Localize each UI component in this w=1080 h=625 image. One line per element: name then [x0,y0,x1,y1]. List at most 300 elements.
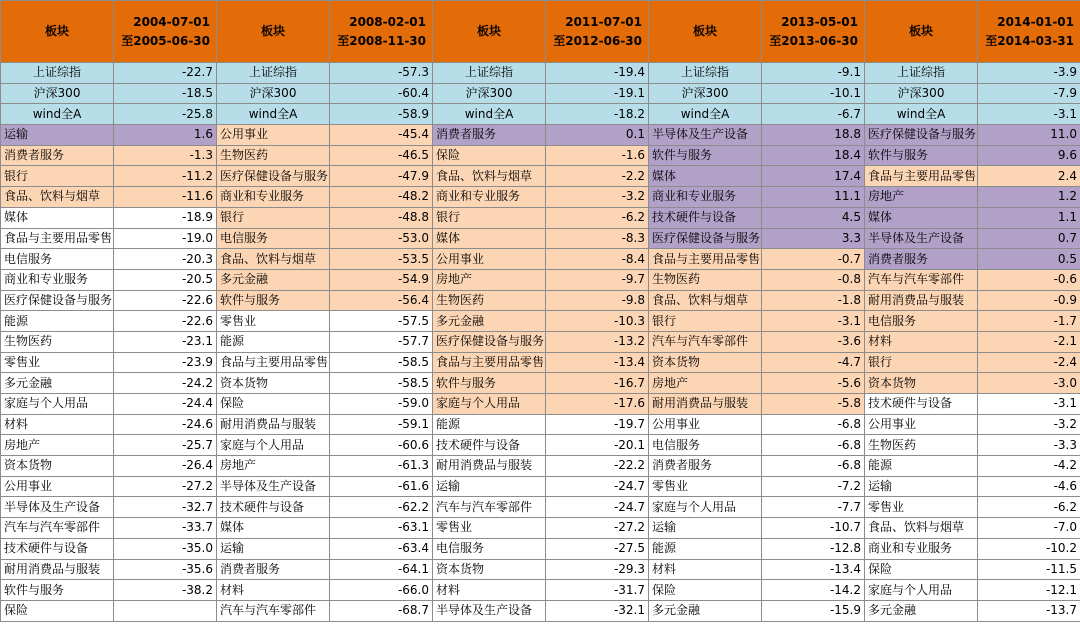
sector-name-cell: 商业和专业服务 [649,187,762,208]
sector-row [1,352,1080,373]
sector-name-cell: 消费者服务 [217,559,330,580]
return-value-cell: -27.2 [114,476,217,497]
sector-name-cell: wind全A [1,104,114,125]
sector-name-cell: 运输 [217,538,330,559]
header-row [1,1,1080,63]
sector-row [1,538,1080,559]
return-value-cell: -10.2 [978,538,1080,559]
return-value-cell: -25.8 [114,104,217,125]
return-value-cell: 3.3 [762,228,865,249]
sector-name-cell: 公用事业 [217,125,330,146]
return-value-cell: -63.4 [330,538,433,559]
sector-name-cell: wind全A [865,104,978,125]
return-value-cell: -47.9 [330,166,433,187]
sector-name-cell: 家庭与个人用品 [649,497,762,518]
return-value-cell: 2.4 [978,166,1080,187]
return-value-cell: 1.6 [114,125,217,146]
return-value-cell: -29.3 [546,559,649,580]
sector-name-cell: 公用事业 [1,476,114,497]
return-value-cell: -24.6 [114,414,217,435]
sector-name-cell: 食品、饮料与烟草 [1,187,114,208]
return-value-cell: 18.8 [762,125,865,146]
return-value-cell: -59.0 [330,394,433,415]
sector-name-cell: 电信服务 [217,228,330,249]
return-value-cell: -20.5 [114,269,217,290]
return-value-cell: -27.5 [546,538,649,559]
return-value-cell: -26.4 [114,456,217,477]
return-value-cell: -0.6 [978,269,1080,290]
sector-name-cell: 媒体 [649,166,762,187]
return-value-cell: -5.6 [762,373,865,394]
return-value-cell: -6.2 [978,497,1080,518]
return-value-cell: -23.9 [114,352,217,373]
sector-name-cell: 软件与服务 [865,145,978,166]
sector-name-cell: 公用事业 [649,414,762,435]
sector-name-cell: 半导体及生产设备 [217,476,330,497]
sector-name-cell: 技术硬件与设备 [433,435,546,456]
sector-name-cell: 耐用消费品与服装 [217,414,330,435]
sector-name-cell: 银行 [1,166,114,187]
sector-name-cell: 医疗保健设备与服务 [433,331,546,352]
return-value-cell: -68.7 [330,600,433,621]
sector-name-cell: 食品与主要用品零售 [865,166,978,187]
sector-header: 板块 [649,1,762,63]
return-value-cell: -58.5 [330,352,433,373]
return-value-cell: 1.2 [978,187,1080,208]
sector-name-cell: 沪深300 [433,83,546,104]
sector-name-cell: 软件与服务 [1,580,114,601]
period-header: 2008-02-01 至2008-11-30 [330,1,433,63]
sector-name-cell: 零售业 [217,311,330,332]
sector-name-cell: 保险 [217,394,330,415]
sector-row [1,187,1080,208]
sector-name-cell: 技术硬件与设备 [865,394,978,415]
sector-name-cell: 半导体及生产设备 [865,228,978,249]
return-value-cell: -60.6 [330,435,433,456]
return-value-cell: 11.0 [978,125,1080,146]
sector-row [1,373,1080,394]
period-header: 2004-07-01 至2005-06-30 [114,1,217,63]
return-value-cell: 4.5 [762,207,865,228]
return-value-cell: 1.1 [978,207,1080,228]
sector-row [1,125,1080,146]
sector-name-cell: 媒体 [1,207,114,228]
return-value-cell: -3.2 [546,187,649,208]
return-value-cell: -61.6 [330,476,433,497]
return-value-cell: 11.1 [762,187,865,208]
return-value-cell: -63.1 [330,518,433,539]
return-value-cell: -19.7 [546,414,649,435]
sector-name-cell: 资本货物 [217,373,330,394]
return-value-cell: -54.9 [330,269,433,290]
sector-name-cell: 媒体 [433,228,546,249]
sector-name-cell: 运输 [433,476,546,497]
sector-name-cell: 消费者服务 [1,145,114,166]
sector-name-cell: 商业和专业服务 [865,538,978,559]
sector-name-cell: 医疗保健设备与服务 [1,290,114,311]
sector-name-cell: 资本货物 [433,559,546,580]
return-value-cell: -27.2 [546,518,649,539]
return-value-cell: -3.1 [762,311,865,332]
sector-name-cell: 生物医药 [649,269,762,290]
sector-name-cell: 电信服务 [865,311,978,332]
sector-name-cell: 消费者服务 [649,456,762,477]
return-value-cell: -35.0 [114,538,217,559]
sector-name-cell: 沪深300 [217,83,330,104]
sector-name-cell: 能源 [865,456,978,477]
sector-name-cell: 上证综指 [433,63,546,84]
sector-name-cell: 媒体 [865,207,978,228]
return-value-cell: -6.8 [762,414,865,435]
sector-name-cell: 食品、饮料与烟草 [865,518,978,539]
sector-name-cell: 医疗保健设备与服务 [649,228,762,249]
sector-name-cell: 汽车与汽车零部件 [649,331,762,352]
sector-name-cell: 耐用消费品与服装 [649,394,762,415]
return-value-cell: -18.5 [114,83,217,104]
sector-name-cell: 电信服务 [1,249,114,270]
return-value-cell: -58.9 [330,104,433,125]
return-value-cell: -13.2 [546,331,649,352]
sector-name-cell: 食品、饮料与烟草 [649,290,762,311]
sector-row [1,166,1080,187]
return-value-cell: -53.5 [330,249,433,270]
sector-name-cell: 商业和专业服务 [1,269,114,290]
sector-name-cell: 技术硬件与设备 [1,538,114,559]
sector-name-cell: 公用事业 [433,249,546,270]
return-value-cell: -57.7 [330,331,433,352]
return-value-cell: 18.4 [762,145,865,166]
sector-name-cell: 保险 [433,145,546,166]
sector-row [1,414,1080,435]
sector-name-cell: 耐用消费品与服装 [865,290,978,311]
return-value-cell: -6.7 [762,104,865,125]
return-value-cell: -66.0 [330,580,433,601]
sector-name-cell: 电信服务 [649,435,762,456]
return-value-cell: -6.8 [762,456,865,477]
sector-name-cell: 软件与服务 [649,145,762,166]
sector-name-cell: 技术硬件与设备 [217,497,330,518]
sector-name-cell: 材料 [217,580,330,601]
sector-name-cell: 沪深300 [649,83,762,104]
period-header: 2014-01-01 至2014-03-31 [978,1,1080,63]
return-value-cell: -33.7 [114,518,217,539]
return-value-cell: -20.1 [546,435,649,456]
sector-name-cell: 零售业 [433,518,546,539]
return-value-cell: -8.3 [546,228,649,249]
return-value-cell: -11.2 [114,166,217,187]
return-value-cell: -0.9 [978,290,1080,311]
sector-row [1,435,1080,456]
sector-name-cell: 食品、饮料与烟草 [217,249,330,270]
sector-row [1,580,1080,601]
sector-name-cell: 房地产 [1,435,114,456]
sector-name-cell: 房地产 [865,187,978,208]
return-value-cell: -3.6 [762,331,865,352]
return-value-cell: -7.2 [762,476,865,497]
return-value-cell: 0.1 [546,125,649,146]
return-value-cell: -61.3 [330,456,433,477]
sector-name-cell: wind全A [649,104,762,125]
sector-name-cell: 半导体及生产设备 [649,125,762,146]
return-value-cell: -13.4 [762,559,865,580]
return-value-cell: 0.7 [978,228,1080,249]
return-value-cell: -57.5 [330,311,433,332]
sector-name-cell: 上证综指 [865,63,978,84]
sector-row [1,456,1080,477]
return-value-cell: -10.3 [546,311,649,332]
sector-name-cell: 沪深300 [1,83,114,104]
sector-name-cell: 半导体及生产设备 [1,497,114,518]
return-value-cell: -64.1 [330,559,433,580]
sector-name-cell: 材料 [649,559,762,580]
return-value-cell: 17.4 [762,166,865,187]
sector-name-cell: 生物医药 [1,331,114,352]
return-value-cell: -35.6 [114,559,217,580]
return-value-cell: -24.2 [114,373,217,394]
return-value-cell: -19.1 [546,83,649,104]
return-value-cell: -8.4 [546,249,649,270]
sector-name-cell: 银行 [217,207,330,228]
return-value-cell: -22.6 [114,290,217,311]
sector-name-cell: 商业和专业服务 [433,187,546,208]
return-value-cell: -9.1 [762,63,865,84]
sector-name-cell: 汽车与汽车零部件 [865,269,978,290]
return-value-cell: -53.0 [330,228,433,249]
sector-name-cell: 消费者服务 [433,125,546,146]
return-value-cell: -14.2 [762,580,865,601]
sector-row [1,600,1080,621]
sector-name-cell: 房地产 [217,456,330,477]
sector-name-cell: 零售业 [865,497,978,518]
return-value-cell: -17.6 [546,394,649,415]
return-value-cell: -20.3 [114,249,217,270]
sector-name-cell: 医疗保健设备与服务 [217,166,330,187]
sector-name-cell: 多元金融 [649,600,762,621]
return-value-cell: -2.4 [978,352,1080,373]
sector-name-cell: 保险 [649,580,762,601]
return-value-cell: -10.1 [762,83,865,104]
return-value-cell: -7.7 [762,497,865,518]
sector-name-cell: 耐用消费品与服装 [433,456,546,477]
sector-name-cell: 能源 [433,414,546,435]
sector-row [1,228,1080,249]
return-value-cell: -22.6 [114,311,217,332]
sector-row [1,497,1080,518]
return-value-cell: -57.3 [330,63,433,84]
return-value-cell: -18.2 [546,104,649,125]
return-value-cell: -25.7 [114,435,217,456]
return-value-cell: -1.3 [114,145,217,166]
index-row [1,83,1080,104]
sector-name-cell: 生物医药 [433,290,546,311]
return-value-cell: -3.2 [978,414,1080,435]
return-value-cell: -22.7 [114,63,217,84]
sector-name-cell: 能源 [217,331,330,352]
sector-header: 板块 [865,1,978,63]
return-value-cell: -24.4 [114,394,217,415]
sector-row [1,394,1080,415]
return-value-cell: -45.4 [330,125,433,146]
sector-name-cell: 软件与服务 [217,290,330,311]
sector-header: 板块 [1,1,114,63]
sector-name-cell: 食品与主要用品零售 [433,352,546,373]
sector-name-cell: 耐用消费品与服装 [1,559,114,580]
sector-name-cell: 资本货物 [1,456,114,477]
index-row [1,104,1080,125]
return-value-cell: -3.0 [978,373,1080,394]
sector-name-cell: 零售业 [649,476,762,497]
sector-name-cell: 多元金融 [217,269,330,290]
sector-name-cell: 材料 [433,580,546,601]
sector-name-cell: 银行 [649,311,762,332]
return-value-cell: -15.9 [762,600,865,621]
return-value-cell: -11.6 [114,187,217,208]
return-value-cell: -1.8 [762,290,865,311]
return-value-cell: -23.1 [114,331,217,352]
return-value-cell: -19.4 [546,63,649,84]
sector-header: 板块 [217,1,330,63]
sector-name-cell: 上证综指 [217,63,330,84]
sector-row [1,249,1080,270]
return-value-cell: -56.4 [330,290,433,311]
return-value-cell: -13.7 [978,600,1080,621]
sector-name-cell: 消费者服务 [865,249,978,270]
sector-name-cell: 上证综指 [649,63,762,84]
return-value-cell: -24.7 [546,497,649,518]
return-value-cell: -2.1 [978,331,1080,352]
return-value-cell: -12.1 [978,580,1080,601]
sector-name-cell: 多元金融 [865,600,978,621]
index-row [1,63,1080,84]
sector-name-cell: 运输 [865,476,978,497]
sector-name-cell: 能源 [1,311,114,332]
sector-name-cell: 材料 [865,331,978,352]
return-value-cell: -38.2 [114,580,217,601]
sector-row [1,311,1080,332]
sector-name-cell: 保险 [1,600,114,621]
sector-name-cell: 房地产 [649,373,762,394]
return-value-cell: -0.8 [762,269,865,290]
sector-name-cell: 汽车与汽车零部件 [1,518,114,539]
sector-name-cell: 生物医药 [217,145,330,166]
return-value-cell: -7.0 [978,518,1080,539]
return-value-cell: -32.7 [114,497,217,518]
return-value-cell: -3.9 [978,63,1080,84]
period-header: 2013-05-01 至2013-06-30 [762,1,865,63]
sector-name-cell: 运输 [1,125,114,146]
sector-name-cell: 零售业 [1,352,114,373]
return-value-cell: -62.2 [330,497,433,518]
sector-name-cell: 汽车与汽车零部件 [433,497,546,518]
sector-row [1,290,1080,311]
return-value-cell: -12.8 [762,538,865,559]
sector-name-cell: 家庭与个人用品 [217,435,330,456]
return-value-cell: -59.1 [330,414,433,435]
return-value-cell: -6.2 [546,207,649,228]
return-value-cell: -7.9 [978,83,1080,104]
return-value-cell: 9.6 [978,145,1080,166]
sector-name-cell: 家庭与个人用品 [865,580,978,601]
sector-name-cell: 银行 [433,207,546,228]
sector-name-cell: 运输 [649,518,762,539]
return-value-cell: -10.7 [762,518,865,539]
return-value-cell: -24.7 [546,476,649,497]
sector-row [1,207,1080,228]
sector-row [1,559,1080,580]
sector-name-cell: 医疗保健设备与服务 [865,125,978,146]
return-value-cell: -5.8 [762,394,865,415]
sector-name-cell: 软件与服务 [433,373,546,394]
return-value-cell: -19.0 [114,228,217,249]
return-value-cell: -31.7 [546,580,649,601]
return-value-cell: -48.8 [330,207,433,228]
return-value-cell: -58.5 [330,373,433,394]
return-value-cell: -1.7 [978,311,1080,332]
sector-name-cell: wind全A [433,104,546,125]
sector-name-cell: 公用事业 [865,414,978,435]
sector-name-cell: 食品与主要用品零售 [1,228,114,249]
return-value-cell: -9.7 [546,269,649,290]
sector-name-cell: 沪深300 [865,83,978,104]
return-value-cell: -3.3 [978,435,1080,456]
sector-name-cell: 资本货物 [865,373,978,394]
sector-name-cell: 食品与主要用品零售 [217,352,330,373]
sector-name-cell: 银行 [865,352,978,373]
sector-name-cell: 上证综指 [1,63,114,84]
sector-name-cell: 电信服务 [433,538,546,559]
sector-name-cell: 家庭与个人用品 [433,394,546,415]
return-value-cell: -46.5 [330,145,433,166]
sector-name-cell: 半导体及生产设备 [433,600,546,621]
sector-row [1,476,1080,497]
return-value-cell: -22.2 [546,456,649,477]
sector-name-cell: 房地产 [433,269,546,290]
return-value-cell: -4.2 [978,456,1080,477]
return-value-cell: -3.1 [978,394,1080,415]
return-value-cell: -60.4 [330,83,433,104]
sector-header: 板块 [433,1,546,63]
return-value-cell: -11.5 [978,559,1080,580]
return-value-cell: -9.8 [546,290,649,311]
sector-name-cell: 食品、饮料与烟草 [433,166,546,187]
sector-row [1,518,1080,539]
sector-name-cell: 媒体 [217,518,330,539]
sector-row [1,269,1080,290]
sector-name-cell: 商业和专业服务 [217,187,330,208]
return-value-cell [114,600,217,621]
sector-row [1,145,1080,166]
sector-name-cell: 材料 [1,414,114,435]
sector-name-cell: 多元金融 [433,311,546,332]
return-value-cell: -13.4 [546,352,649,373]
return-value-cell: -16.7 [546,373,649,394]
sector-name-cell: 食品与主要用品零售 [649,249,762,270]
sector-name-cell: 多元金融 [1,373,114,394]
return-value-cell: -4.7 [762,352,865,373]
sector-row [1,331,1080,352]
sector-name-cell: 技术硬件与设备 [649,207,762,228]
return-value-cell: -3.1 [978,104,1080,125]
sector-name-cell: 资本货物 [649,352,762,373]
return-value-cell: -1.6 [546,145,649,166]
return-value-cell: -6.8 [762,435,865,456]
sector-name-cell: wind全A [217,104,330,125]
return-value-cell: -4.6 [978,476,1080,497]
return-value-cell: -18.9 [114,207,217,228]
return-value-cell: -48.2 [330,187,433,208]
period-header: 2011-07-01 至2012-06-30 [546,1,649,63]
sector-name-cell: 能源 [649,538,762,559]
